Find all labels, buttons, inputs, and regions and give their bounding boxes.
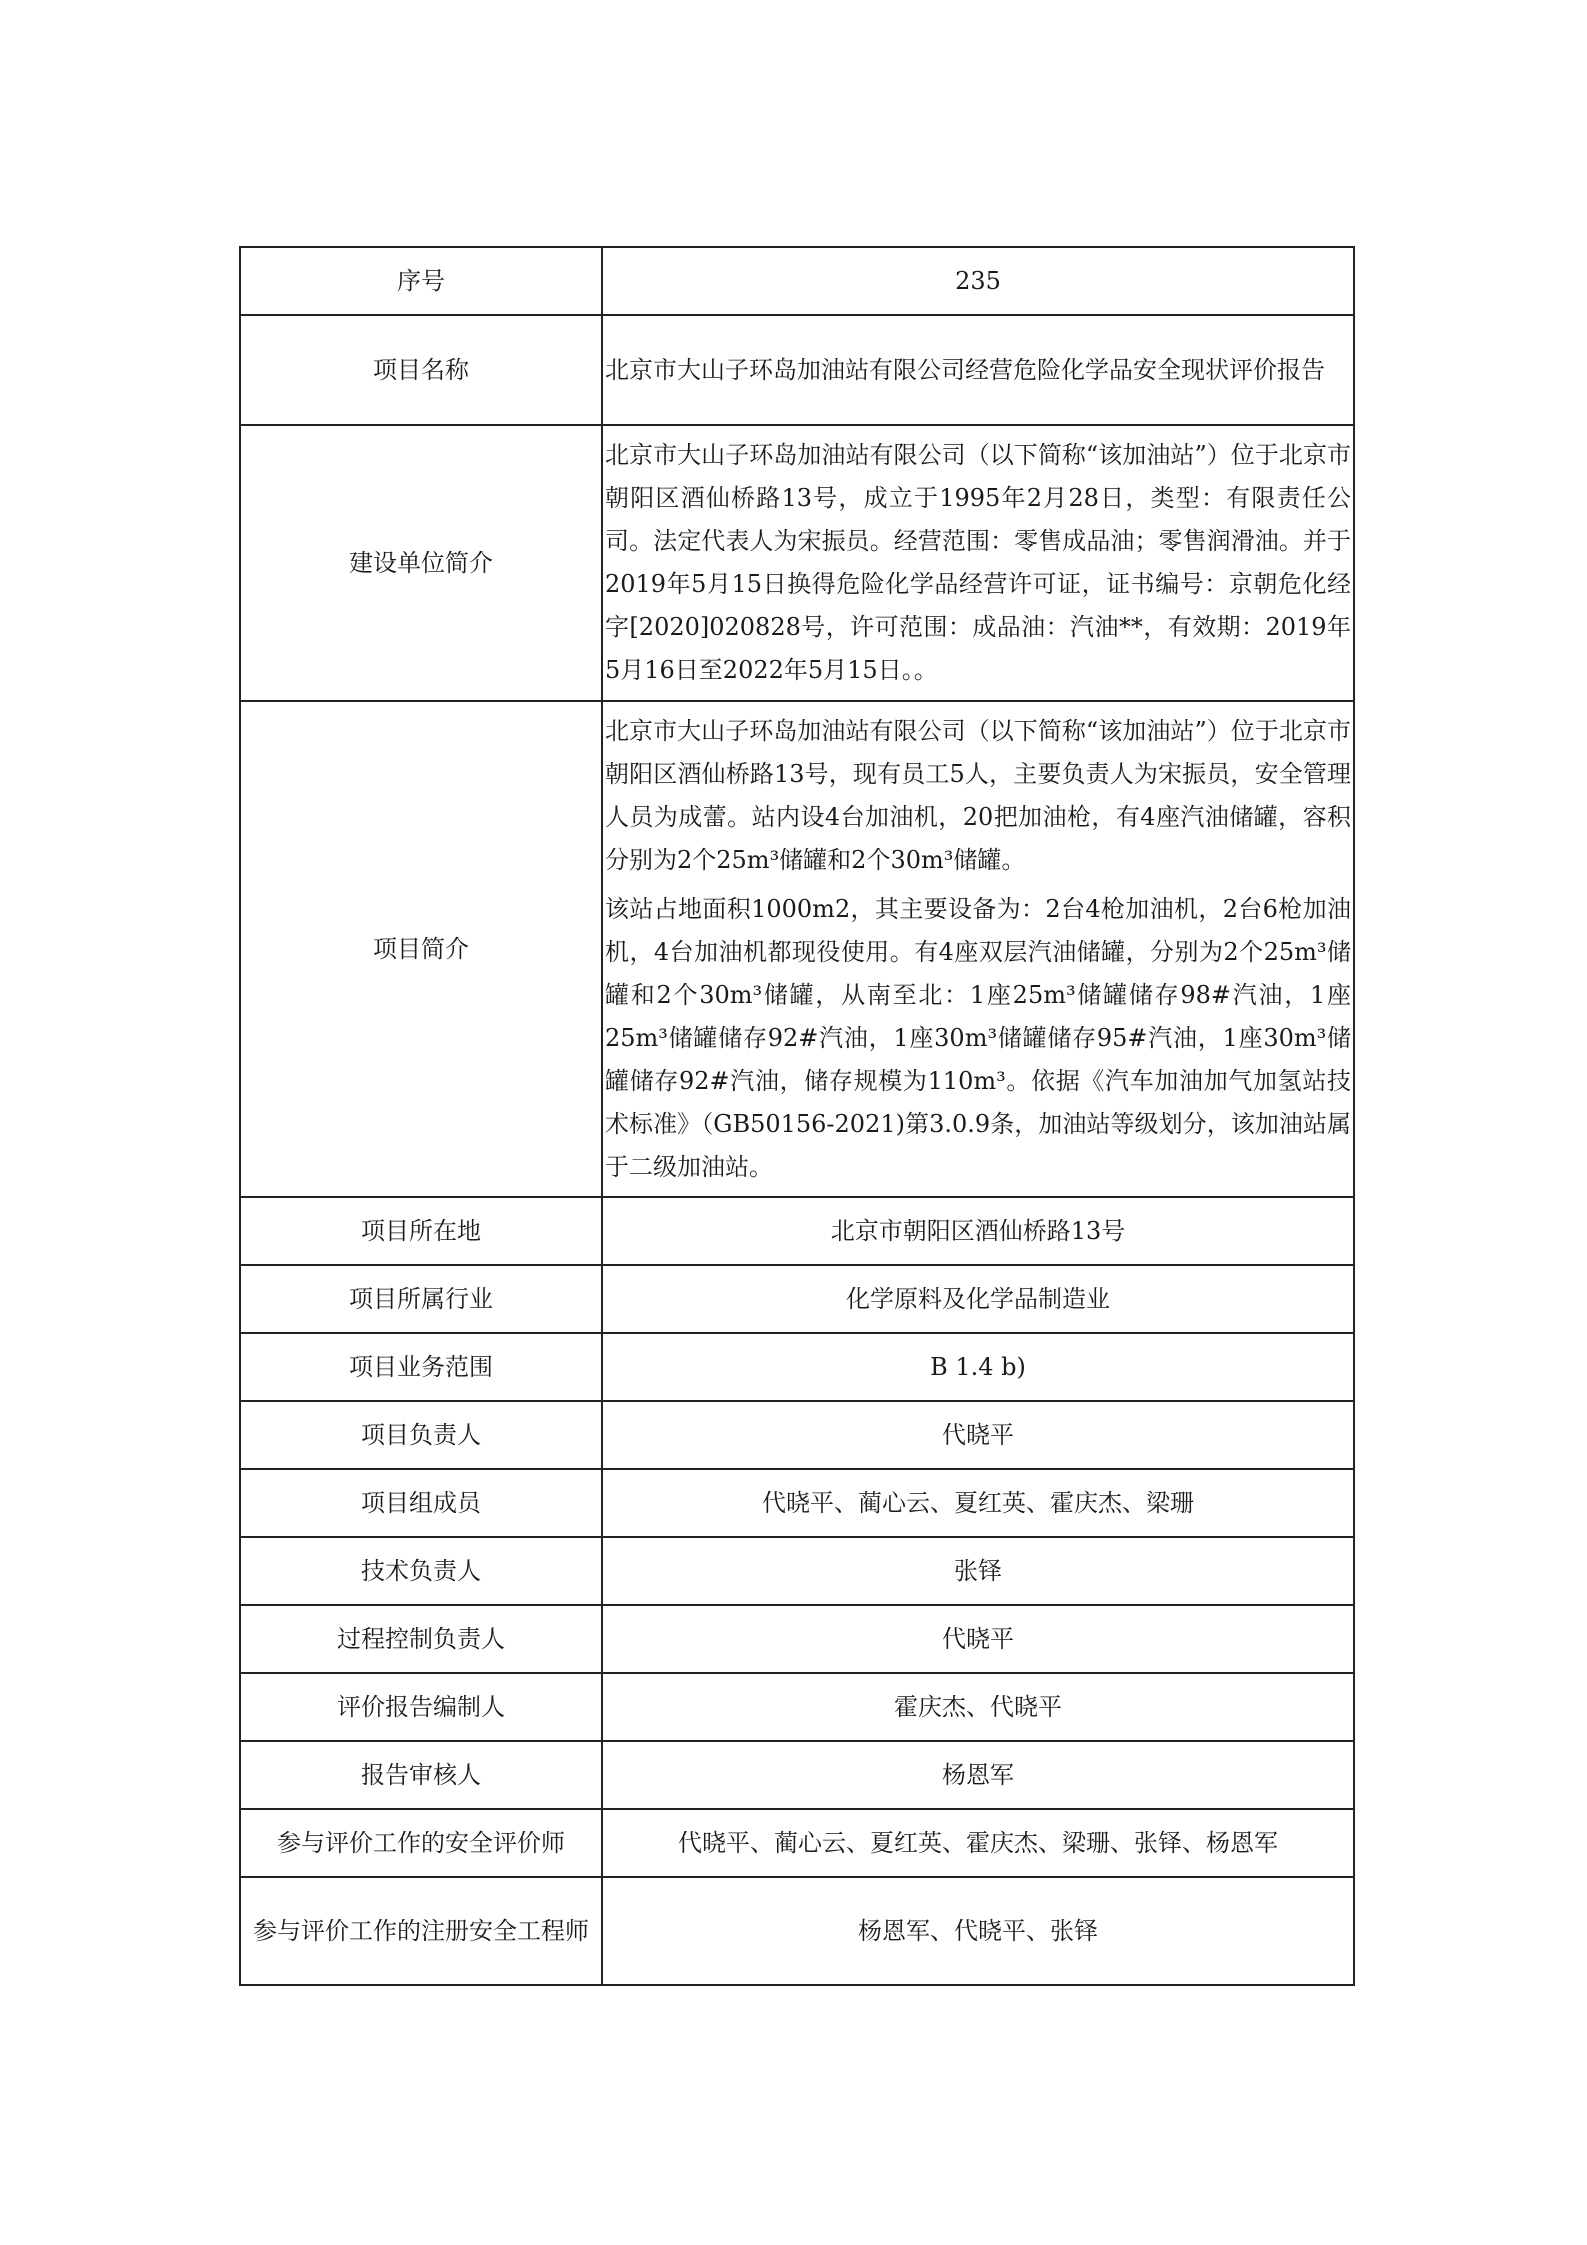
table-row [240, 1265, 1354, 1333]
members-value: 代晓平、蔺心云、夏红英、霍庆杰、梁珊 [602, 1469, 1354, 1537]
members-label: 项目组成员 [240, 1469, 602, 1537]
table-row [240, 247, 1354, 315]
table-row [240, 701, 1354, 1197]
reviewer-value: 杨恩军 [602, 1741, 1354, 1809]
engineers-label: 参与评价工作的注册安全工程师 [240, 1877, 602, 1985]
industry-value: 化学原料及化学品制造业 [602, 1265, 1354, 1333]
table-row [240, 315, 1354, 425]
location-value: 北京市朝阳区酒仙桥路13号 [602, 1197, 1354, 1265]
leader-label: 项目负责人 [240, 1401, 602, 1469]
tech-leader-value: 张铎 [602, 1537, 1354, 1605]
table-row [240, 1197, 1354, 1265]
project-name-label: 项目名称 [240, 315, 602, 425]
project-intro-value [602, 701, 1354, 1197]
serial-value: 235 [602, 247, 1354, 315]
table-row [240, 1741, 1354, 1809]
unit-intro-value: 北京市大山子环岛加油站有限公司（以下简称“该加油站”）位于北京市朝阳区酒仙桥路13号，成立于1995年2月28日，类型：有限责任公司。法定代表人为宋振员。经营范围：零售成品油；零售润滑油。并于2019年5月15日换得危险化学品经营许可证，证书编号：京朝危化经字[2020]020828号，许可范围：成品油：汽油**，有效期：2019年5月16日至2022年5月15日。。 [602, 425, 1354, 701]
unit-intro-label: 建设单位简介 [240, 425, 602, 701]
reviewer-label: 报告审核人 [240, 1741, 602, 1809]
industry-label: 项目所属行业 [240, 1265, 602, 1333]
project-name-value: 北京市大山子环岛加油站有限公司经营危险化学品安全现状评价报告 [602, 315, 1354, 425]
table-row [240, 1877, 1354, 1985]
table-row [240, 1537, 1354, 1605]
serial-label: 序号 [240, 247, 602, 315]
project-intro-paragraph-2: 该站占地面积1000m2，其主要设备为：2台4枪加油机，2台6枪加油机，4台加油机都现役使用。有4座双层汽油储罐，分别为2个25m³储罐和2个30m³储罐，从南至北：1座25m³储罐储存98#汽油，1座25m³储罐储存92#汽油，1座30m³储罐储存95#汽油，1座30m³储罐储存92#汽油，储存规模为110m³。依据《汽车加油加气加氢站技术标准》（GB50156-2021)第3.0.9条，加油站等级划分，该加油站属于二级加油站。 [605, 894, 1351, 1181]
table-row [240, 425, 1354, 701]
scope-value: B 1.4 b) [602, 1333, 1354, 1401]
evaluators-value: 代晓平、蔺心云、夏红英、霍庆杰、梁珊、张铎、杨恩军 [602, 1809, 1354, 1877]
table-row [240, 1401, 1354, 1469]
location-label: 项目所在地 [240, 1197, 602, 1265]
tech-leader-label: 技术负责人 [240, 1537, 602, 1605]
process-leader-label: 过程控制负责人 [240, 1605, 602, 1673]
leader-value: 代晓平 [602, 1401, 1354, 1469]
evaluators-label: 参与评价工作的安全评价师 [240, 1809, 602, 1877]
table-row [240, 1809, 1354, 1877]
project-intro-paragraph-1: 北京市大山子环岛加油站有限公司（以下简称“该加油站”）位于北京市朝阳区酒仙桥路13号，现有员工5人，主要负责人为宋振员，安全管理人员为成蕾。站内设4台加油机，20把加油枪，有4座汽油储罐，容积分别为2个25m³储罐和2个30m³储罐。 [605, 716, 1351, 874]
table-row [240, 1605, 1354, 1673]
table-row [240, 1469, 1354, 1537]
project-intro-label: 项目简介 [240, 701, 602, 1197]
process-leader-value: 代晓平 [602, 1605, 1354, 1673]
table-row [240, 1673, 1354, 1741]
compiler-value: 霍庆杰、代晓平 [602, 1673, 1354, 1741]
compiler-label: 评价报告编制人 [240, 1673, 602, 1741]
scope-label: 项目业务范围 [240, 1333, 602, 1401]
evaluation-info-table [239, 246, 1355, 1986]
table-row [240, 1333, 1354, 1401]
engineers-value: 杨恩军、代晓平、张铎 [602, 1877, 1354, 1985]
